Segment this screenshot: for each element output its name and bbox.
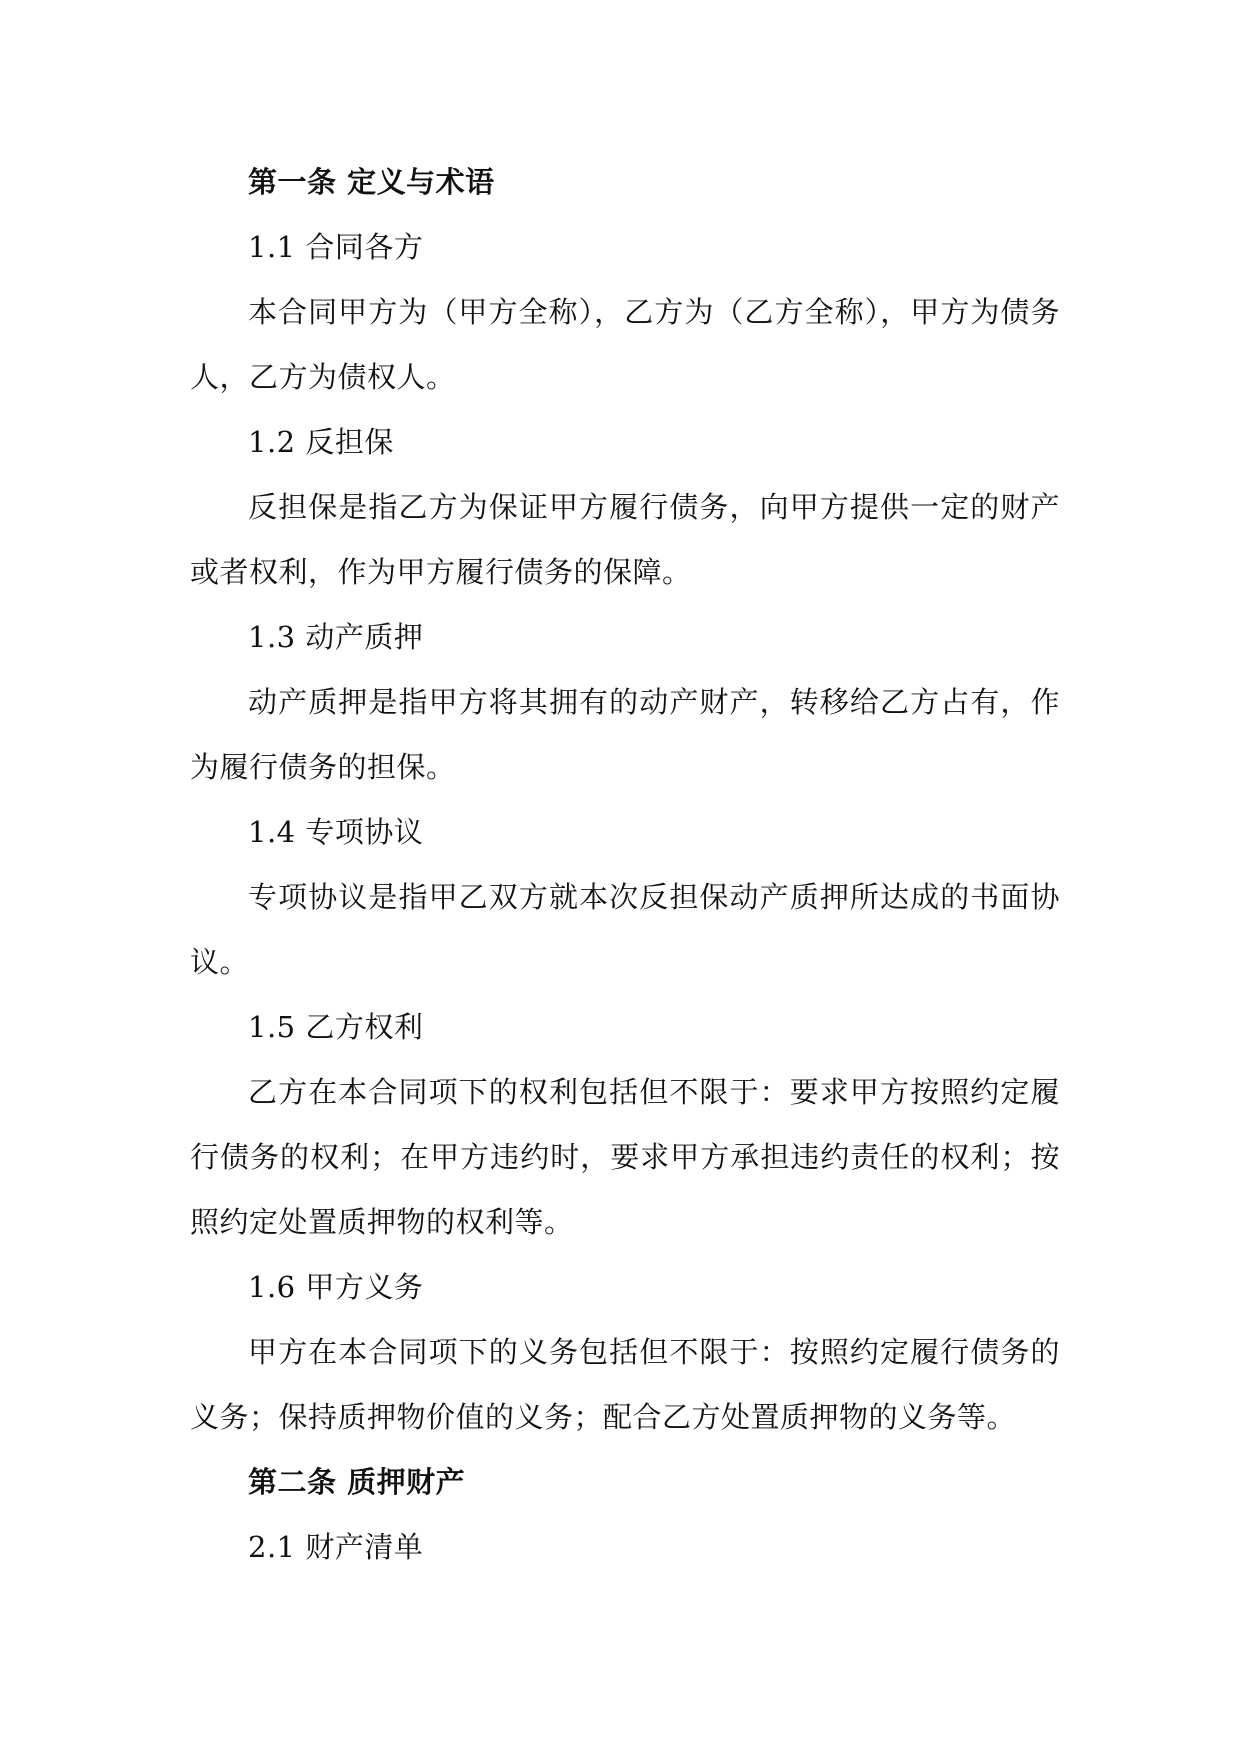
section-1-6-heading: 1.6 甲方义务: [248, 1270, 424, 1304]
section-1-5-heading: 1.5 乙方权利: [248, 1010, 424, 1044]
section-1-2-text: 反担保是指乙方为保证甲方履行债务，向甲方提供一定的财产或者权利，作为甲方履行债务的保障。: [190, 490, 1060, 589]
section-1-3-heading: 1.3 动产质押: [248, 620, 424, 654]
section-1-6-text: 甲方在本合同项下的义务包括但不限于：按照约定履行债务的义务；保持质押物价值的义务；配合乙方处置质押物的义务等。: [190, 1335, 1060, 1434]
section-1-1-heading: 1.1 合同各方: [248, 230, 424, 264]
section-1-5-text: 乙方在本合同项下的权利包括但不限于：要求甲方按照约定履行债务的权利；在甲方违约时，要求甲方承担违约责任的权利；按照约定处置质押物的权利等。: [190, 1075, 1060, 1239]
section-1-1-text: 本合同甲方为（甲方全称），乙方为（乙方全称），甲方为债务人，乙方为债权人。: [190, 295, 1060, 394]
article-1-heading: 第一条 定义与术语: [248, 165, 495, 199]
article-2-heading: 第二条 质押财产: [248, 1465, 466, 1499]
section-2-1-heading: 2.1 财产清单: [248, 1530, 424, 1564]
section-1-4-heading: 1.4 专项协议: [248, 815, 424, 849]
section-1-4-text: 专项协议是指甲乙双方就本次反担保动产质押所达成的书面协议。: [190, 880, 1060, 979]
document-page: [190, 150, 1060, 1580]
section-1-3-text: 动产质押是指甲方将其拥有的动产财产，转移给乙方占有，作为履行债务的担保。: [190, 685, 1060, 784]
section-1-2-heading: 1.2 反担保: [248, 425, 394, 459]
